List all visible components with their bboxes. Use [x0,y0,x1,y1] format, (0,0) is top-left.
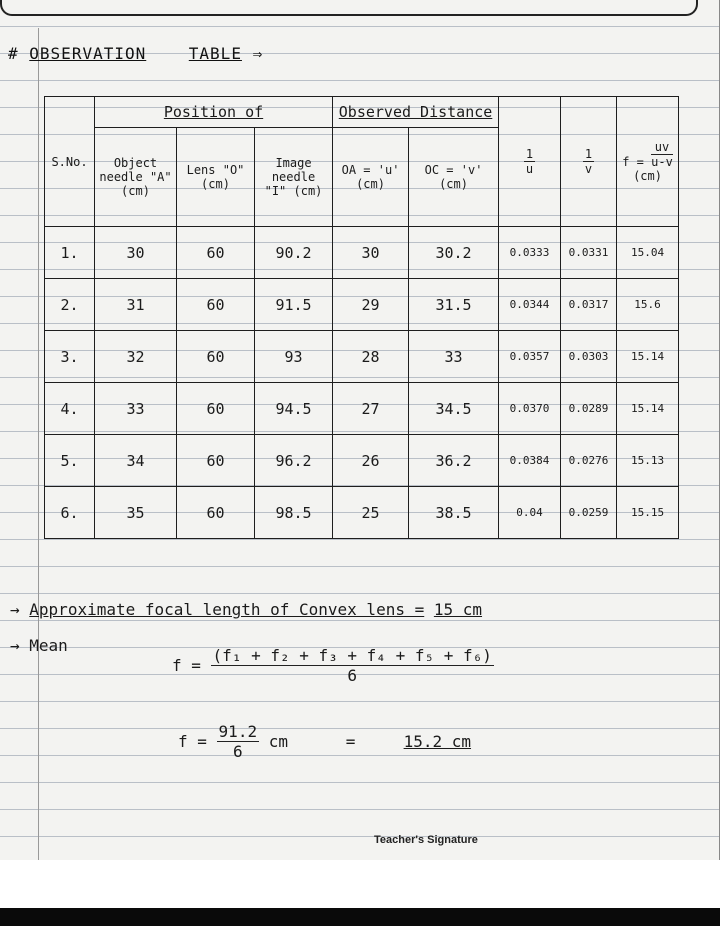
f-unit: (cm) [633,169,662,183]
u-cell: 26 [333,435,409,487]
approx-arrow: → [10,600,20,619]
table-row [45,435,679,487]
lens-cell: 60 [177,227,255,279]
object-cell: 33 [95,383,177,435]
image-cell: 90.2 [255,227,333,279]
group-header-row [45,97,679,128]
sno-cell: 2. [45,279,95,331]
lens-cell: 60 [177,279,255,331]
sno-header: S.No. [45,97,95,227]
sno-cell: 4. [45,383,95,435]
u-cell: 25 [333,487,409,539]
observed-group-header: Observed Distance [333,97,499,128]
u-cell: 30 [333,227,409,279]
oa-header: OA = 'u' (cm) [333,128,409,227]
mean-denominator: 6 [347,666,358,685]
sno-cell: 6. [45,487,95,539]
observation-table [44,96,679,539]
f-cell: 15.13 [617,435,679,487]
inv-v-cell: 0.0259 [561,487,617,539]
u-cell: 28 [333,331,409,383]
position-group-header: Position of [95,97,333,128]
inv-v-den: v [584,162,593,176]
v-cell: 38.5 [409,487,499,539]
approx-text: Approximate focal length of Convex lens = [29,600,425,619]
table-row [45,331,679,383]
inv-v-num: 1 [584,147,593,161]
mean-denominator2: 6 [232,742,243,761]
lens-cell: 60 [177,383,255,435]
inv-u-cell: 0.0333 [499,227,561,279]
inv-u-cell: 0.0357 [499,331,561,383]
object-cell: 35 [95,487,177,539]
f-label: f = [622,155,644,169]
image-cell: 93 [255,331,333,383]
inv-u-num: 1 [525,147,534,161]
object-cell: 30 [95,227,177,279]
mean-label: Mean [29,636,68,655]
inv-v-cell: 0.0317 [561,279,617,331]
f-cell: 15.04 [617,227,679,279]
mean-label-line [10,636,68,655]
approx-line [10,600,482,619]
f-cell: 15.6 [617,279,679,331]
inv-u-header [499,97,561,227]
inv-v-cell: 0.0331 [561,227,617,279]
f-den: u-v [651,155,673,169]
v-cell: 34.5 [409,383,499,435]
v-cell: 31.5 [409,279,499,331]
sno-cell: 3. [45,331,95,383]
v-cell: 33 [409,331,499,383]
mean-arrow: → [10,636,20,655]
inv-v-cell: 0.0303 [561,331,617,383]
approx-value: 15 cm [433,600,483,619]
table-body [45,227,679,539]
inv-v-cell: 0.0276 [561,435,617,487]
lens-header: Lens "O" (cm) [177,128,255,227]
mean-numerator: (f₁ + f₂ + f₃ + f₄ + f₅ + f₆) [212,646,492,665]
lens-cell: 60 [177,331,255,383]
heading-sub: TABLE [188,44,242,63]
sno-cell: 1. [45,227,95,279]
inv-u-cell: 0.04 [499,487,561,539]
margin-line [38,28,39,860]
f-cell: 15.14 [617,331,679,383]
table-row [45,227,679,279]
object-cell: 32 [95,331,177,383]
table-row [45,383,679,435]
sno-cell: 5. [45,435,95,487]
heading-title: OBSERVATION [29,44,147,63]
v-cell: 30.2 [409,227,499,279]
image-cell: 91.5 [255,279,333,331]
mean-lhs2: f = [178,732,207,751]
inv-u-cell: 0.0384 [499,435,561,487]
bottom-bar [0,908,720,926]
mean-lhs: f = [172,656,201,675]
table-row [45,487,679,539]
mean-unit2: cm [268,732,288,751]
object-cell: 34 [95,435,177,487]
mean-equals: = [345,732,356,751]
mean-formula [172,646,494,685]
inv-v-header [561,97,617,227]
inv-v-cell: 0.0289 [561,383,617,435]
focal-length-header [617,97,679,227]
mean-result [178,722,471,761]
f-cell: 15.14 [617,383,679,435]
previous-page-edge [0,0,698,16]
image-cell: 98.5 [255,487,333,539]
lens-cell: 60 [177,487,255,539]
mean-numerator2: 91.2 [218,722,258,741]
section-heading [8,44,263,63]
f-num: uv [651,140,673,155]
mean-final-result: 15.2 cm [403,732,472,751]
f-cell: 15.15 [617,487,679,539]
inv-u-cell: 0.0370 [499,383,561,435]
image-cell: 96.2 [255,435,333,487]
teacher-signature-label: Teacher's Signature [374,834,478,846]
object-needle-header: Object needle "A" (cm) [95,128,177,227]
u-cell: 27 [333,383,409,435]
lens-cell: 60 [177,435,255,487]
heading-marker: # [8,44,19,63]
v-cell: 36.2 [409,435,499,487]
u-cell: 29 [333,279,409,331]
heading-arrow: ⇒ [252,44,264,63]
oc-header: OC = 'v' (cm) [409,128,499,227]
table-row [45,279,679,331]
object-cell: 31 [95,279,177,331]
image-cell: 94.5 [255,383,333,435]
inv-u-den: u [525,162,534,176]
image-needle-header: Image needle "I" (cm) [255,128,333,227]
inv-u-cell: 0.0344 [499,279,561,331]
